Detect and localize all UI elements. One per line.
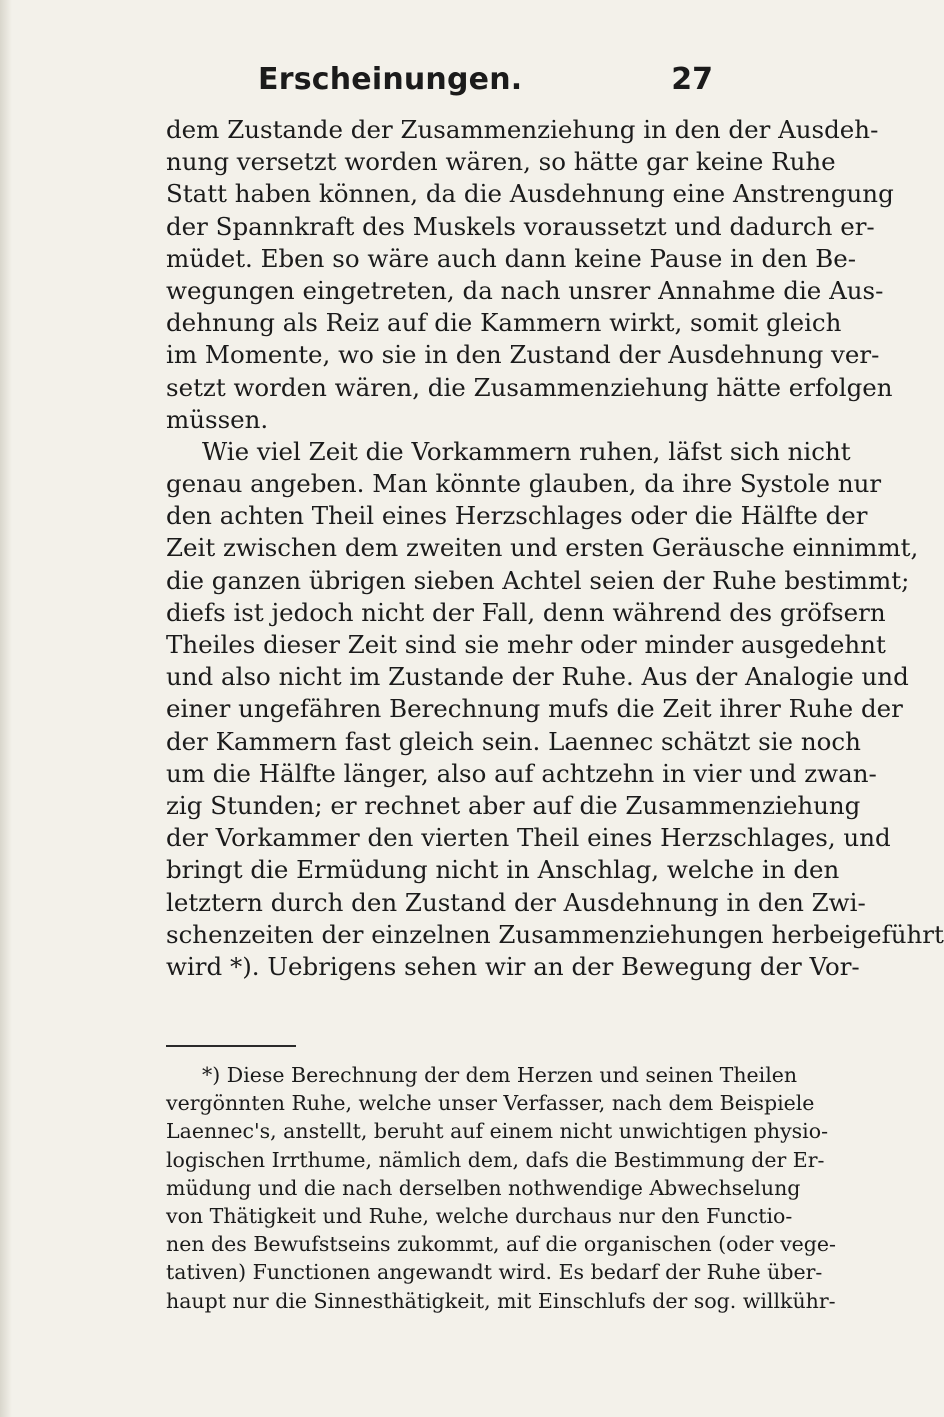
text-line: einer ungefähren Berechnung mufs die Zeit ihrer Ruhe der (166, 694, 903, 724)
page-header (168, 62, 713, 108)
text-line: nung versetzt worden wären, so hätte gar keine Ruhe (166, 147, 836, 177)
footnote-line: Laennec's, anstellt, beruht auf einem nicht unwichtigen physio- (166, 1119, 829, 1144)
footnote-line: tativen) Functionen angewandt wird. Es bedarf der Ruhe über- (166, 1260, 823, 1285)
text-line: dehnung als Reiz auf die Kammern wirkt, somit gleich (166, 308, 842, 338)
text-line: Theiles dieser Zeit sind sie mehr oder minder ausgedehnt (166, 630, 886, 659)
footnote (166, 1061, 836, 1315)
text-line: diefs ist jedoch nicht der Fall, denn während des gröfsern (166, 597, 886, 627)
footnote-line: vergönnten Ruhe, welche unser Verfasser, nach dem Beispiele (166, 1091, 815, 1116)
text-line: der Vorkammer den vierten Theil eines Herzschlages, und (166, 823, 891, 853)
footnote-line: *) Diese Berechnung der dem Herzen und seinen Theilen (202, 1063, 798, 1087)
footnote-line: von Thätigkeit und Ruhe, welche durchaus nur den Functio- (166, 1203, 793, 1228)
paragraph-start-line: Wie viel Zeit die Vorkammern ruhen, läfst sich nicht (202, 436, 851, 466)
text-line: Zeit zwischen dem zweiten und ersten Geräusche einnimmt, (166, 533, 919, 563)
text-line: müssen. (166, 404, 269, 434)
text-line: Statt haben können, da die Ausdehnung eine Anstrengung (166, 179, 894, 209)
text-line: letztern durch den Zustand der Ausdehnung in den Zwi- (166, 887, 866, 917)
text-line: wegungen eingetreten, da nach unsrer Annahme die Aus- (166, 275, 884, 305)
text-line: um die Hälfte länger, also auf achtzehn in vier und zwan- (166, 758, 877, 788)
footnote-line: nen des Bewufstseins zukommt, auf die organischen (oder vege- (166, 1232, 836, 1257)
text-line: bringt die Ermüdung nicht in Anschlag, welche in den (166, 855, 840, 885)
footnote-line: haupt nur die Sinnesthätigkeit, mit Einschlufs der sog. willkühr- (166, 1288, 836, 1313)
footnote-line: logischen Irrthume, nämlich dem, dafs die Bestimmung der Er- (166, 1147, 825, 1172)
footnote-divider (166, 1045, 296, 1047)
page-gutter-shadow (0, 0, 12, 1417)
text-line: der Kammern fast gleich sein. Laennec schätzt sie noch (166, 726, 861, 756)
text-line: und also nicht im Zustande der Ruhe. Aus der Analogie und (166, 662, 909, 692)
page-number: 27 (671, 62, 713, 97)
text-line: wird *). Uebrigens sehen wir an der Bewegung der Vor- (166, 951, 860, 981)
text-line: die ganzen übrigen sieben Achtel seien der Ruhe bestimmt; (166, 565, 910, 595)
text-line: setzt worden wären, die Zusammenziehung hätte erfolgen (166, 372, 893, 402)
body-text (166, 114, 944, 983)
text-line: zig Stunden; er rechnet aber auf die Zusammenziehung (166, 790, 861, 820)
running-title: Erscheinungen. (258, 62, 523, 97)
text-line: den achten Theil eines Herzschlages oder die Hälfte der (166, 501, 868, 531)
text-line: genau angeben. Man könnte glauben, da ihre Systole nur (166, 469, 882, 499)
footnote-line: müdung und die nach derselben nothwendige Abwechselung (166, 1175, 801, 1200)
text-line: müdet. Eben so wäre auch dann keine Pause in den Be- (166, 243, 857, 273)
text-line: der Spannkraft des Muskels voraussetzt und dadurch er- (166, 211, 875, 241)
text-line: dem Zustande der Zusammenziehung in den der Ausdeh- (166, 115, 879, 144)
text-line: schenzeiten der einzelnen Zusammenziehungen herbeigeführt (166, 919, 944, 949)
text-line: im Momente, wo sie in den Zustand der Ausdehnung ver- (166, 340, 880, 370)
